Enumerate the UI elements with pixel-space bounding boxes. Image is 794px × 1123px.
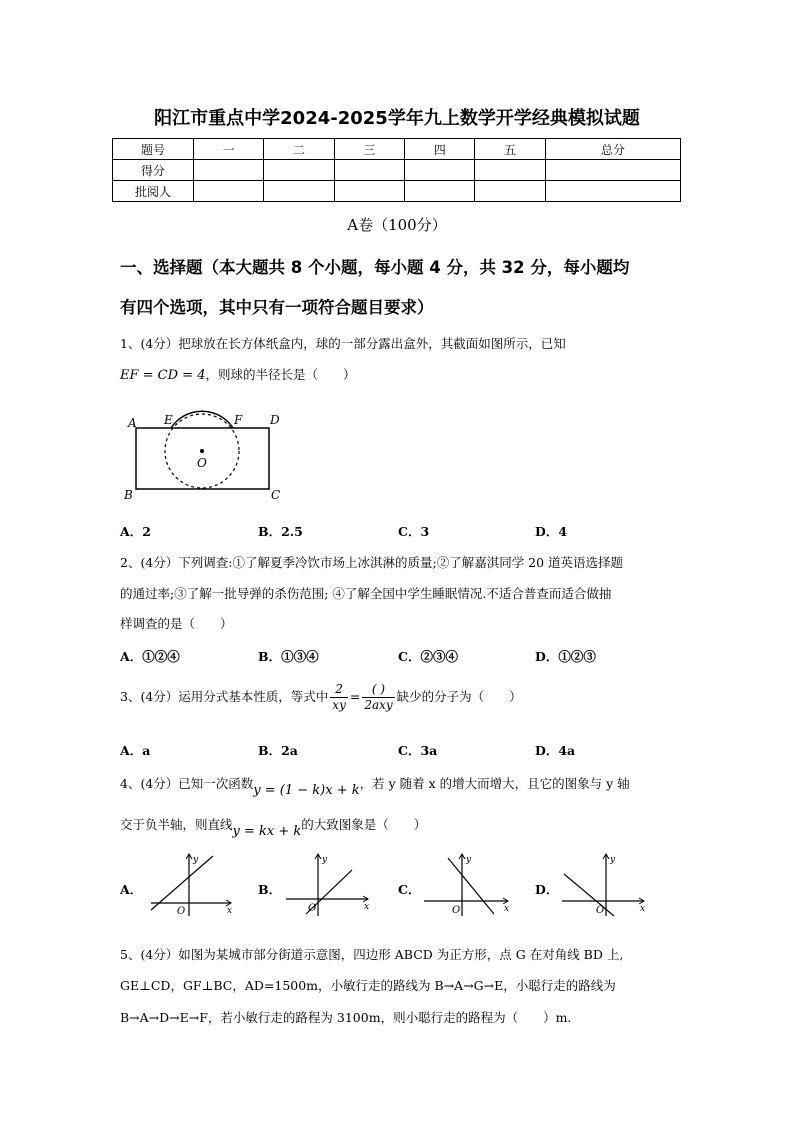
- question-1-line2: [120, 365, 355, 383]
- table-cell: [194, 181, 264, 202]
- score-table: [112, 138, 681, 202]
- question-3-post: 缺少的分子为（ ）: [396, 689, 522, 704]
- question-4-option-c: C．: [398, 882, 421, 897]
- table-cell: 四: [405, 139, 475, 160]
- x-axis-label: x: [640, 904, 646, 914]
- fraction-numerator: ( ): [362, 682, 394, 698]
- table-cell: [334, 181, 404, 202]
- question-4-line2: [120, 815, 427, 839]
- question-3-option-d: D．4a: [535, 743, 576, 758]
- question-4-graph-b: [282, 850, 377, 920]
- question-2-option-c: C．②③④: [398, 649, 458, 664]
- point-label-c: C: [271, 488, 281, 502]
- table-cell: [194, 160, 264, 181]
- question-3-option-c: C．3a: [398, 743, 438, 758]
- question-3-option-b: B．2a: [258, 743, 298, 758]
- x-axis-label: x: [364, 902, 370, 912]
- point-label-f: F: [234, 413, 243, 427]
- table-cell: 三: [334, 139, 404, 160]
- question-2-line2: 的通过率;③了解一批导弹的杀伤范围; ④了解全国中学生睡眠情况.不适合普查而适合做抽: [120, 586, 612, 601]
- origin-label: O: [308, 903, 317, 914]
- question-4-formula-2: y = kx + k: [232, 824, 302, 839]
- table-cell: [264, 160, 334, 181]
- question-4-option-d: D．: [535, 882, 559, 897]
- x-axis-label: x: [504, 904, 510, 914]
- question-1-option-c: C．3: [398, 524, 430, 539]
- score-table-row: [113, 160, 681, 181]
- question-1-option-d: D．4: [535, 524, 568, 539]
- question-4-graph-a: [145, 850, 240, 920]
- fraction-denominator: xy: [332, 698, 346, 712]
- question-5-line2: GE⊥CD，GF⊥BC，AD=1500m，小敏行走的路线为 B→A→G→E，小聪行走的路线为: [120, 978, 616, 993]
- fraction-numerator: 2: [330, 682, 348, 698]
- fraction-2-over-xy: [330, 682, 348, 713]
- question-4-option-a: A．: [120, 882, 143, 897]
- question-4-pre2: 交于负半轴，则直线: [120, 817, 233, 832]
- y-axis-label: y: [193, 855, 199, 865]
- fraction-denominator: 2axy: [364, 698, 393, 712]
- origin-label: O: [596, 905, 605, 916]
- question-2-option-b: B．①③④: [258, 649, 319, 664]
- section-heading-line1: 一、选择题（本大题共 8 个小题，每小题 4 分，共 32 分，每小题均: [120, 258, 630, 277]
- table-cell: 二: [264, 139, 334, 160]
- table-cell: 批阅人: [113, 181, 194, 202]
- question-4-formula-1: y = (1 − k)x + k: [253, 783, 360, 798]
- fraction-blank-over-2axy: [362, 682, 394, 713]
- question-3-pre: 3、(4分）运用分式基本性质，等式中: [120, 689, 329, 704]
- table-cell: [475, 160, 545, 181]
- table-cell: [264, 181, 334, 202]
- point-label-d: D: [270, 413, 280, 427]
- question-4-line1: [120, 774, 630, 798]
- question-4-graph-d: [558, 850, 653, 920]
- table-cell: 五: [475, 139, 545, 160]
- question-1-formula: EF = CD = 4: [120, 368, 206, 383]
- question-2-option-d: D．①②③: [535, 649, 596, 664]
- table-cell: [545, 181, 680, 202]
- question-3-option-a: A．a: [120, 743, 151, 758]
- question-4-post2: 的大致图象是（ ）: [301, 817, 427, 832]
- table-cell: [405, 160, 475, 181]
- table-cell: [545, 160, 680, 181]
- question-4-pre: 4、(4分）已知一次函数: [120, 776, 254, 791]
- question-4-option-b: B．: [258, 882, 282, 897]
- question-5-line3: B→A→D→E→F，若小敏行走的路程为 3100m，则小聪行走的路程为（ ）m.: [120, 1010, 572, 1025]
- volume-heading: A卷（100分）: [347, 216, 447, 234]
- point-label-a: A: [128, 416, 137, 430]
- score-table-row: [113, 181, 681, 202]
- question-4-graph-c: [420, 850, 515, 920]
- question-2-option-a: A．①②④: [120, 649, 180, 664]
- table-cell: [334, 160, 404, 181]
- x-axis-label: x: [227, 906, 233, 916]
- table-cell: 一: [194, 139, 264, 160]
- page-title: 阳江市重点中学2024-2025学年九上数学开学经典模拟试题: [154, 108, 640, 129]
- question-2-line3: 样调查的是（ ）: [120, 616, 233, 631]
- origin-label: O: [177, 906, 186, 917]
- table-cell: 题号: [113, 139, 194, 160]
- section-heading-line2: 有四个选项，其中只有一项符合题目要求）: [120, 298, 434, 317]
- y-axis-label: y: [610, 855, 616, 865]
- y-axis-label: y: [322, 855, 328, 865]
- question-1-option-a: A．2: [120, 524, 151, 539]
- question-3-line: [120, 682, 522, 713]
- question-1-option-b: B．2.5: [258, 524, 303, 539]
- score-table-header-row: [113, 139, 681, 160]
- question-1-figure: [120, 405, 285, 505]
- y-axis-label: y: [466, 855, 472, 865]
- point-label-b: B: [124, 488, 133, 502]
- equals-sign: =: [349, 689, 361, 704]
- question-4-post: ，若 y 随着 x 的增大而增大，且它的图象与 y 轴: [359, 776, 630, 791]
- table-cell: 总分: [545, 139, 680, 160]
- point-label-o: O: [197, 456, 207, 470]
- point-label-e: E: [164, 413, 173, 427]
- question-5-line1: 5、(4分）如图为某城市部分街道示意图，四边形 ABCD 为正方形，点 G 在对角线 BD 上,: [120, 947, 624, 962]
- origin-label: O: [452, 905, 461, 916]
- table-cell: 得分: [113, 160, 194, 181]
- question-1-text: 1、(4分）把球放在长方体纸盒内，球的一部分露出盒外，其截面如图所示，已知: [120, 336, 566, 351]
- table-cell: [405, 181, 475, 202]
- question-1-tail: ，则球的半径长是（ ）: [205, 367, 356, 382]
- table-cell: [475, 181, 545, 202]
- question-2-line1: 2、(4分）下列调查:①了解夏季冷饮市场上冰淇淋的质量;②了解嘉淇同学 20 道英语选择题: [120, 555, 624, 570]
